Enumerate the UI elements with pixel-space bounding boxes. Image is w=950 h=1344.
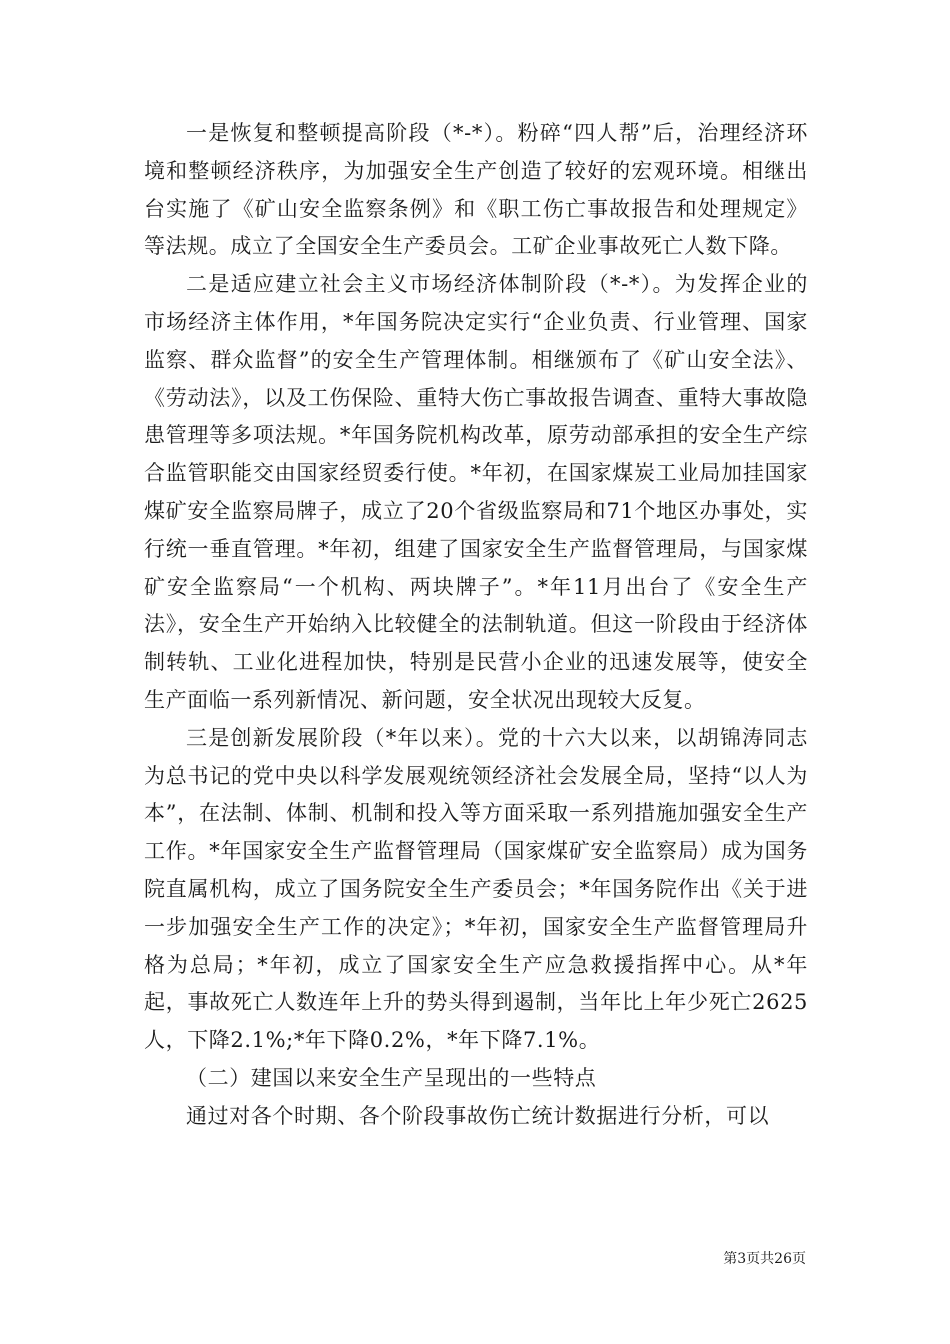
paragraph-stage-two: 二是适应建立社会主义市场经济体制阶段（*-*）。为发挥企业的市场经济主体作用，*年国务院决定实行“企业负责、行业管理、国家监察、群众监督”的安全生产管理体制。相继颁布了《矿山安全法》、《劳动法》，以及工伤保险、重特大伤亡事故报告调查、重特大事故隐患管理等多项法规。*年国务院机构改革，原劳动部承担的安全生产综合监管职能交由国家经贸委行使。*年初，在国家煤炭工业局加挂国家煤矿安全监察局牌子，成立了20个省级监察局和71个地区办事处，实行统一垂直管理。*年初，组建了国家安全生产监督管理局，与国家煤矿安全监察局“一个机构、两块牌子”。*年11月出台了《安全生产法》，安全生产开始纳入比较健全的法制轨道。但这一阶段由于经济体制转轨、工业化进程加快，特别是民营小企业的迅速发展等，使安全生产面临一系列新情况、新问题，安全状况出现较大反复。 xyxy=(144,272,808,712)
document-body xyxy=(144,115,808,1136)
paragraph-stage-three: 三是创新发展阶段（*年以来）。党的十六大以来，以胡锦涛同志为总书记的党中央以科学发展观统领经济社会发展全局，坚持“以人为本”，在法制、体制、机制和投入等方面采取一系列措施加强安全生产工作。*年国家安全生产监督管理局（国家煤矿安全监察局）成为国务院直属机构，成立了国务院安全生产委员会；*年国务院作出《关于进一步加强安全生产工作的决定》；*年初，国家安全生产监督管理局升格为总局；*年初，成立了国家安全生产应急救援指挥中心。从*年起，事故死亡人数连年上升的势头得到遏制，当年比上年少死亡2625人，下降2.1%;*年下降0.2%，*年下降7.1%。 xyxy=(144,725,808,1053)
paragraph-analysis: 通过对各个时期、各个阶段事故伤亡统计数据进行分析，可以 xyxy=(186,1103,770,1128)
page-number-footer: 第3页共26页 xyxy=(723,1251,806,1267)
section-heading: （二）建国以来安全生产呈现出的一些特点 xyxy=(186,1065,597,1090)
paragraph-stage-one: 一是恢复和整顿提高阶段（*-*）。粉碎“四人帮”后，治理经济环境和整顿经济秩序，为加强安全生产创造了较好的宏观环境。相继出台实施了《矿山安全监察条例》和《职工伤亡事故报告和处理规定》等法规。成立了全国安全生产委员会。工矿企业事故死亡人数下降。 xyxy=(144,121,808,259)
